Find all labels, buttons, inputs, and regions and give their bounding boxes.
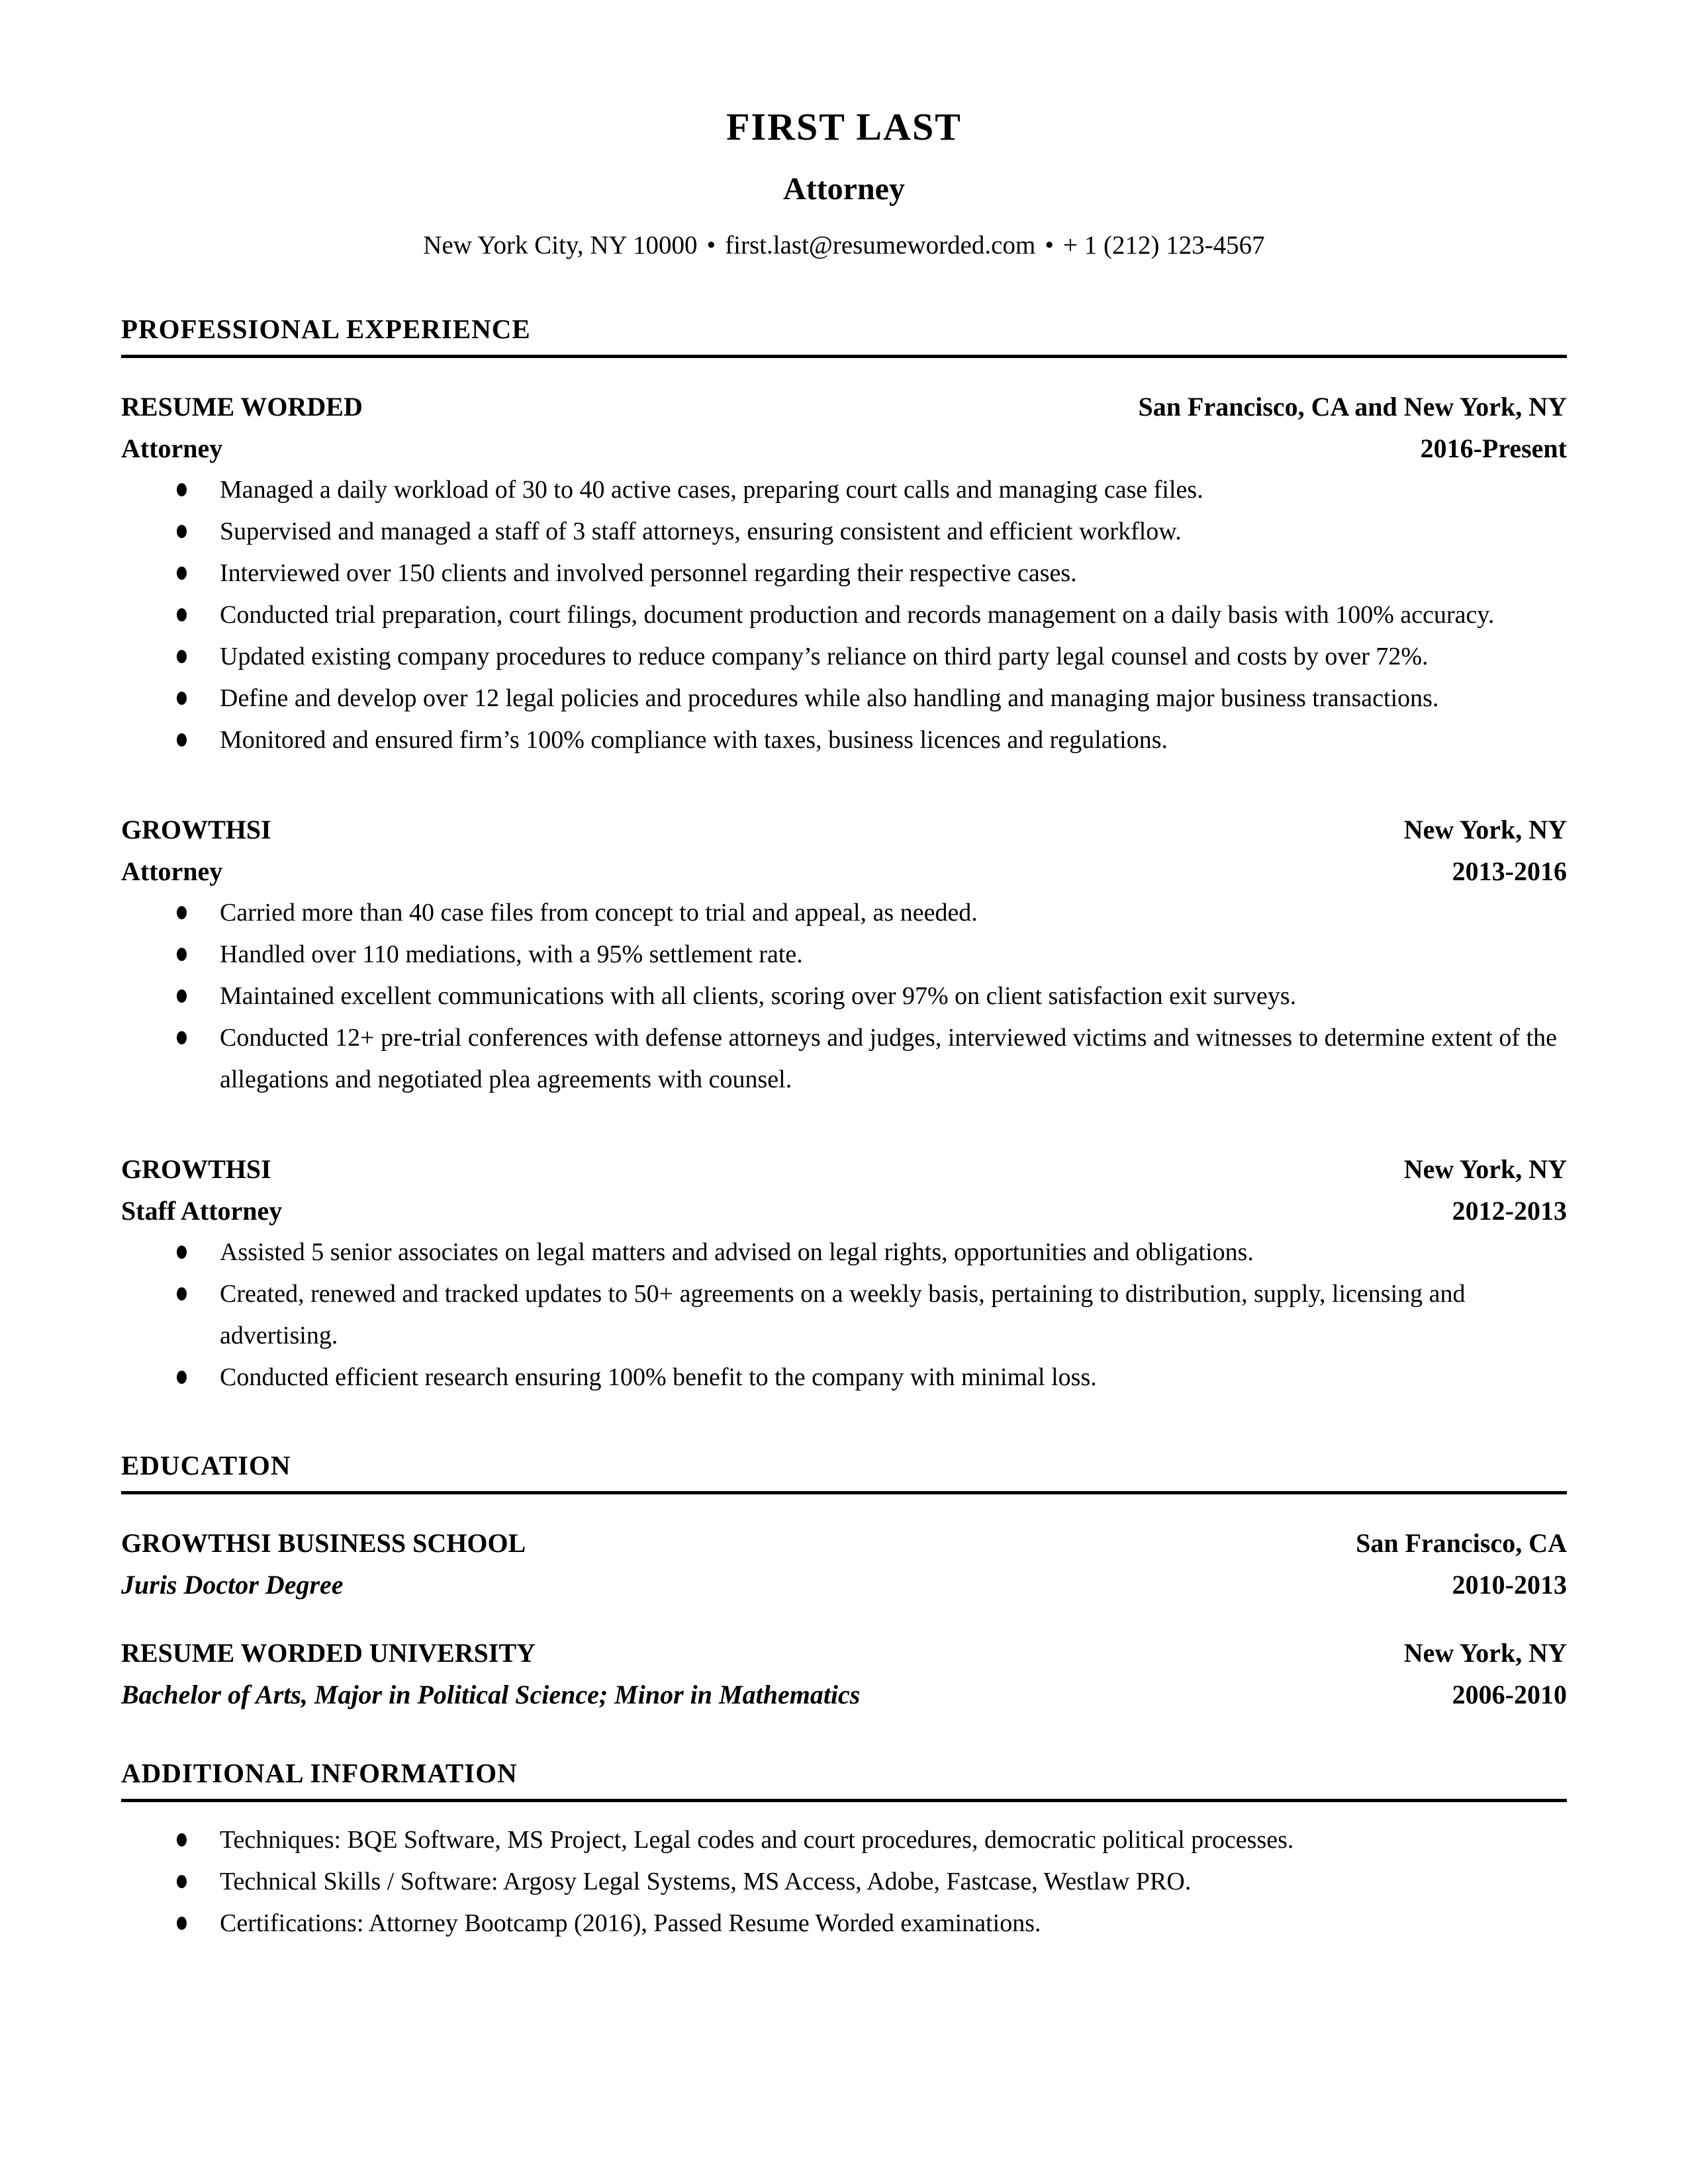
company-name: GROWTHSI [121, 815, 271, 844]
bullet-icon [177, 1833, 187, 1846]
section-education [121, 1449, 1567, 1715]
school-degree-row [121, 1674, 1567, 1715]
bullet-icon [177, 989, 187, 1003]
bullet-icon [177, 567, 187, 580]
bullet-icon [177, 608, 187, 621]
company-name: GROWTHSI [121, 1154, 271, 1184]
bullet-item [121, 976, 1567, 1017]
bullet-item [121, 511, 1567, 553]
education-entry-growthsi-business-school [121, 1522, 1567, 1606]
job-role: Attorney [121, 856, 223, 886]
bullet-item [121, 892, 1567, 934]
bullet-text: Handled over 110 mediations, with a 95% settlement rate. [220, 940, 803, 968]
bullet-icon [177, 1287, 187, 1300]
bullet-item [121, 678, 1567, 719]
job-location: San Francisco, CA and New York, NY [1138, 392, 1567, 422]
job-entry-growthsi-attorney [121, 809, 1567, 1101]
school-name: RESUME WORDED UNIVERSITY [121, 1638, 536, 1668]
bullet-text: Created, renewed and tracked updates to 50+ agreements on a weekly basis, pertaining to distribution, supply, licensing and advertising. [220, 1280, 1466, 1349]
bullet-icon [177, 483, 187, 496]
bullet-item [121, 719, 1567, 761]
bullet-icon [177, 650, 187, 663]
bullet-item [121, 553, 1567, 594]
contact-phone: + 1 (212) 123-4567 [1062, 231, 1265, 259]
bullet-text: Supervised and managed a staff of 3 staff attorneys, ensuring consistent and efficient workflow. [220, 518, 1182, 545]
bullet-icon [177, 906, 187, 919]
bullet-text: Define and develop over 12 legal policies and procedures while also handling and managing major business transactions. [220, 684, 1439, 712]
contact-location: New York City, NY 10000 [423, 231, 698, 259]
job-dates: 2012-2013 [1452, 1196, 1567, 1226]
school-name-row [121, 1632, 1567, 1674]
degree-name: Juris Doctor Degree [121, 1570, 344, 1600]
contact-line [121, 229, 1567, 262]
bullet-icon [177, 1371, 187, 1384]
school-name: GROWTHSI BUSINESS SCHOOL [121, 1528, 526, 1558]
job-bullet-list [121, 1232, 1567, 1398]
degree-dates: 2006-2010 [1452, 1680, 1567, 1709]
bullet-separator-icon: • [706, 231, 716, 259]
bullet-item [121, 1273, 1567, 1357]
bullet-icon [177, 733, 187, 747]
candidate-job-title: Attorney [783, 171, 905, 206]
job-role-row [121, 850, 1567, 892]
job-role-row [121, 428, 1567, 469]
bullet-text: Updated existing company procedures to reduce company’s reliance on third party legal counsel and costs by over 72%. [220, 643, 1429, 670]
job-company-row [121, 386, 1567, 428]
bullet-icon [177, 692, 187, 705]
school-degree-row [121, 1564, 1567, 1606]
job-bullet-list [121, 892, 1567, 1101]
bullet-icon [177, 948, 187, 961]
degree-dates: 2010-2013 [1452, 1570, 1567, 1600]
bullet-item [121, 636, 1567, 678]
bullet-item [121, 1819, 1567, 1861]
job-dates: 2016-Present [1420, 433, 1567, 463]
bullet-text: Certifications: Attorney Bootcamp (2016), Passed Resume Worded examinations. [220, 1909, 1041, 1937]
school-location: New York, NY [1403, 1638, 1567, 1668]
bullet-text: Managed a daily workload of 30 to 40 active cases, preparing court calls and managing case files. [220, 476, 1203, 504]
resume-header [121, 106, 1567, 262]
bullet-item [121, 934, 1567, 976]
job-role: Staff Attorney [121, 1196, 283, 1226]
bullet-text: Interviewed over 150 clients and involved personnel regarding their respective cases. [220, 559, 1077, 587]
bullet-item [121, 1232, 1567, 1273]
contact-email: first.last@resumeworded.com [725, 231, 1036, 259]
section-heading-education: EDUCATION [121, 1450, 291, 1480]
bullet-text: Assisted 5 senior associates on legal matters and advised on legal rights, opportunities and obligations. [220, 1238, 1254, 1266]
job-dates: 2013-2016 [1452, 856, 1567, 886]
bullet-item [121, 469, 1567, 511]
job-company-row [121, 1148, 1567, 1190]
job-entry-growthsi-staff-attorney [121, 1148, 1567, 1398]
school-name-row [121, 1522, 1567, 1564]
job-role: Attorney [121, 433, 223, 463]
bullet-text: Techniques: BQE Software, MS Project, Legal codes and court procedures, democratic political processes. [220, 1826, 1294, 1854]
bullet-item [121, 594, 1567, 636]
education-entry-resume-worded-university [121, 1632, 1567, 1715]
section-divider [121, 355, 1567, 358]
bullet-item [121, 1861, 1567, 1903]
bullet-icon [177, 1917, 187, 1930]
degree-name: Bachelor of Arts, Major in Political Science; Minor in Mathematics [121, 1680, 861, 1709]
bullet-icon [177, 1875, 187, 1888]
company-name: RESUME WORDED [121, 392, 363, 422]
bullet-text: Conducted 12+ pre-trial conferences with defense attorneys and judges, interviewed victims and witnesses to determine extent of the allegations and negotiated plea agreements with counsel. [220, 1024, 1558, 1093]
bullet-item [121, 1903, 1567, 1944]
section-professional-experience [121, 312, 1567, 1398]
bullet-text: Conducted trial preparation, court filings, document production and records management on a daily basis with 100% accuracy. [220, 601, 1495, 629]
job-company-row [121, 809, 1567, 850]
section-heading-additional-information: ADDITIONAL INFORMATION [121, 1758, 518, 1788]
bullet-text: Carried more than 40 case files from concept to trial and appeal, as needed. [220, 899, 978, 927]
bullet-separator-icon: • [1045, 231, 1054, 259]
bullet-icon [177, 525, 187, 538]
bullet-text: Conducted efficient research ensuring 100% benefit to the company with minimal loss. [220, 1363, 1097, 1391]
section-divider [121, 1799, 1567, 1802]
job-location: New York, NY [1403, 815, 1567, 844]
bullet-item [121, 1357, 1567, 1398]
school-location: San Francisco, CA [1356, 1528, 1567, 1558]
bullet-icon [177, 1246, 187, 1259]
section-divider [121, 1491, 1567, 1494]
bullet-item [121, 1017, 1567, 1101]
bullet-text: Technical Skills / Software: Argosy Legal Systems, MS Access, Adobe, Fastcase, Westlaw PRO. [220, 1868, 1192, 1895]
additional-bullet-list [121, 1819, 1567, 1944]
bullet-text: Monitored and ensured firm’s 100% compliance with taxes, business licences and regulations. [220, 726, 1168, 754]
job-location: New York, NY [1403, 1154, 1567, 1184]
job-entry-resume-worded [121, 386, 1567, 761]
job-role-row [121, 1190, 1567, 1232]
section-heading-professional-experience: PROFESSIONAL EXPERIENCE [121, 314, 531, 344]
job-bullet-list [121, 469, 1567, 761]
candidate-name: FIRST LAST [726, 105, 962, 148]
section-additional-information [121, 1756, 1567, 1944]
bullet-text: Maintained excellent communications with all clients, scoring over 97% on client satisfaction exit surveys. [220, 982, 1297, 1010]
bullet-icon [177, 1031, 187, 1044]
